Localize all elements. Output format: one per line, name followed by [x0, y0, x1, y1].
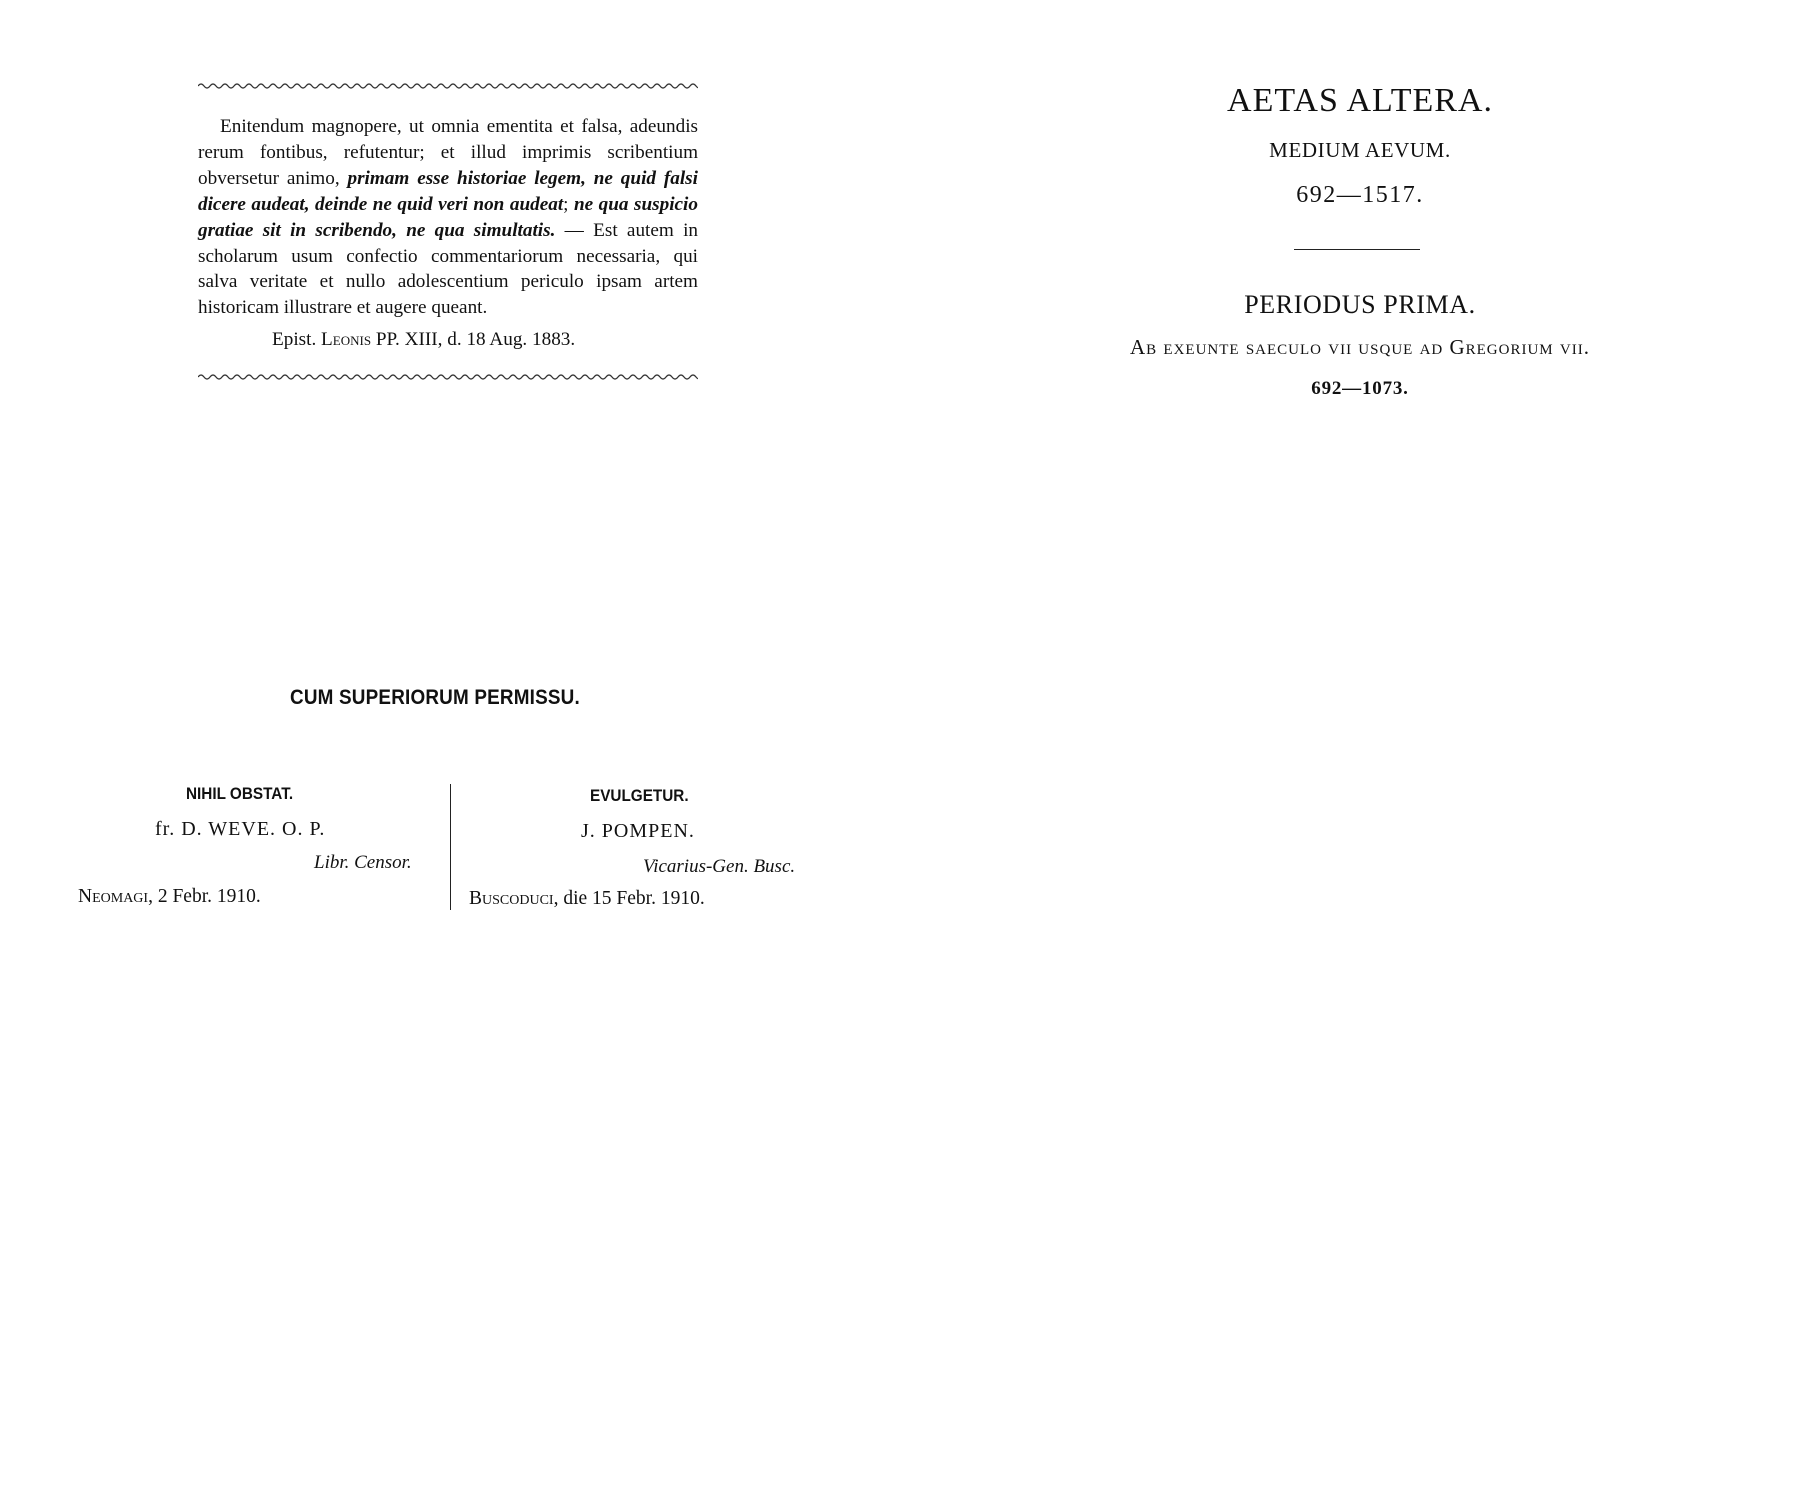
permission-heading: CUM SUPERIORUM PERMISSU. [290, 686, 580, 709]
vicar-role: Vicarius-Gen. Busc. [643, 856, 796, 877]
wavy-rule-top [198, 82, 698, 90]
quote-part-2: ; [563, 193, 574, 215]
censor-date: , 2 Febr. 1910. [148, 886, 261, 907]
evulgetur-heading: EVULGETUR. [590, 786, 689, 805]
separator-rule [1294, 249, 1420, 250]
period-subtitle: Ab exeunte saeculo vii usque ad Gregorium vii. [1130, 335, 1590, 359]
section-years: 692—1517. [1296, 182, 1424, 208]
nihil-obstat-heading: NIHIL OBSTAT. [186, 784, 294, 803]
source-name: Leonis [321, 329, 372, 351]
column-divider [450, 784, 451, 910]
quotation-source [272, 327, 698, 353]
quote-italic-1: primam esse historiae legem, ne quid falsi dicere audeat, deinde ne quid veri non audeat [198, 167, 698, 215]
source-suffix: PP. XIII, d. 18 Aug. 1883. [371, 329, 576, 351]
section-title: AETAS ALTERA. [1227, 82, 1493, 119]
vicar-place: Buscoduci [469, 888, 554, 909]
quote-italic-2: ne qua suspicio gratiae sit in scribendo, ne qua simultatis. [198, 193, 698, 241]
vicar-dateline [469, 888, 705, 910]
vicar-date: , die 15 Febr. 1910. [553, 888, 705, 909]
source-prefix: Epist. [272, 329, 322, 351]
period-years: 692—1073. [1311, 378, 1409, 399]
period-title: PERIODUS PRIMA. [1244, 290, 1476, 319]
censor-name: fr. D. WEVE. O. P. [155, 818, 326, 840]
censor-place: Neomagi [78, 886, 149, 907]
quote-part-1: Enitendum magnopere, ut omnia ementita et falsa, adeundis rerum fontibus, refutentur; et illud imprimis scribentium obversetur animo, [198, 116, 698, 189]
section-subtitle: MEDIUM AEVUM. [1269, 138, 1451, 162]
censor-role: Libr. Censor. [314, 852, 412, 873]
wavy-rule-bottom [198, 373, 698, 381]
censor-dateline [78, 886, 261, 908]
quote-part-3: — Est autem in scholarum usum confectio commentariorum necessaria, qui salva veritate et nullo adolescentium periculo ipsam artem historicam illustrare et augere queant. [198, 219, 699, 319]
vicar-name: J. POMPEN. [581, 820, 695, 842]
quotation-block [198, 82, 698, 381]
quotation-text [198, 114, 698, 321]
